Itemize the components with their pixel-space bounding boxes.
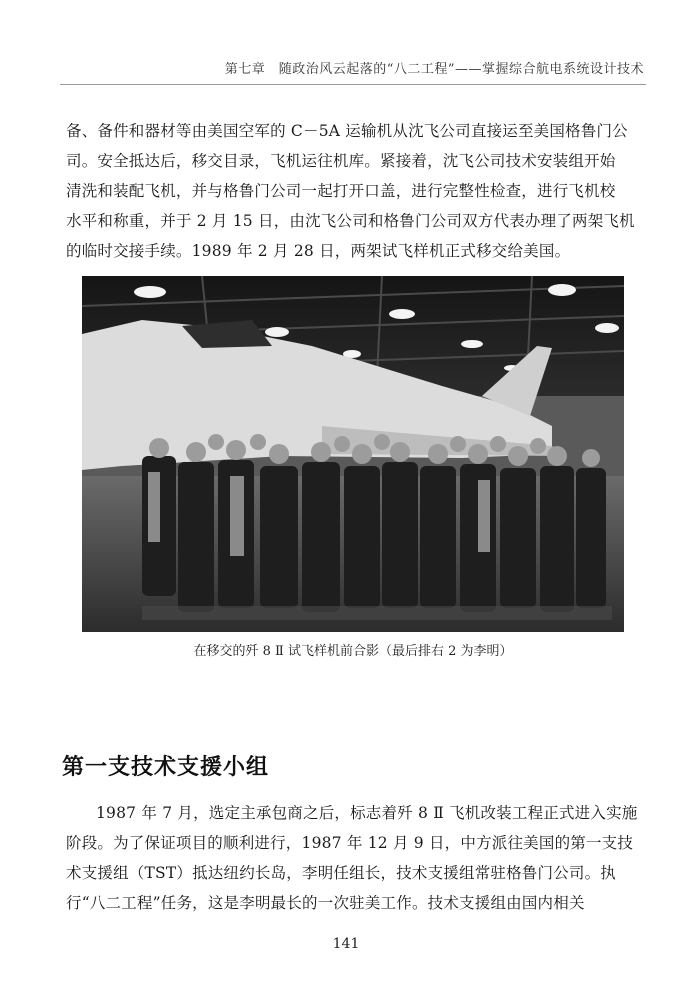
group-photo bbox=[82, 276, 624, 632]
header-rule bbox=[60, 84, 646, 85]
paragraph-line: 水平和称重，并于 2 月 15 日，由沈飞公司和格鲁门公司双方代表办理了两架飞机 bbox=[66, 212, 635, 230]
paragraph-line: 的临时交接手续。1989 年 2 月 28 日，两架试飞样机正式移交给美国。 bbox=[66, 242, 571, 260]
paragraph-line: 1987 年 7 月，选定主承包商之后，标志着歼 8 Ⅱ 飞机改装工程正式进入实施 bbox=[96, 804, 638, 822]
paragraph-line: 行“八二工程”任务，这是李明最长的一次驻美工作。技术支援组由国内相关 bbox=[66, 894, 585, 912]
running-head: 第七章 随政治风云起落的“八二工程”——掌握综合航电系统设计技术 bbox=[224, 62, 644, 77]
hangar-photo-illustration bbox=[82, 276, 624, 632]
body-paragraph-1 bbox=[66, 116, 640, 266]
paragraph-line: 备、备件和器材等由美国空军的 C－5A 运输机从沈飞公司直接运至美国格鲁门公 bbox=[66, 122, 628, 140]
section-heading: 第一支技术支援小组 bbox=[62, 755, 270, 780]
photo-caption: 在移交的歼 8 Ⅱ 试飞样机前合影（最后排右 2 为李明） bbox=[193, 644, 513, 659]
page-number: 141 bbox=[332, 936, 360, 952]
paragraph-line: 司。安全抵达后，移交目录，飞机运往机库。紧接着，沈飞公司技术安装组开始 bbox=[66, 152, 616, 170]
paragraph-line: 阶段。为了保证项目的顺利进行，1987 年 12 月 9 日，中方派往美国的第一支技 bbox=[66, 834, 634, 852]
body-paragraph-2 bbox=[66, 798, 640, 918]
paragraph-line: 清洗和装配飞机，并与格鲁门公司一起打开口盖，进行完整性检查，进行飞机校 bbox=[66, 182, 616, 200]
paragraph-line: 术支援组（TST）抵达纽约长岛，李明任组长，技术支援组常驻格鲁门公司。执 bbox=[66, 864, 616, 882]
